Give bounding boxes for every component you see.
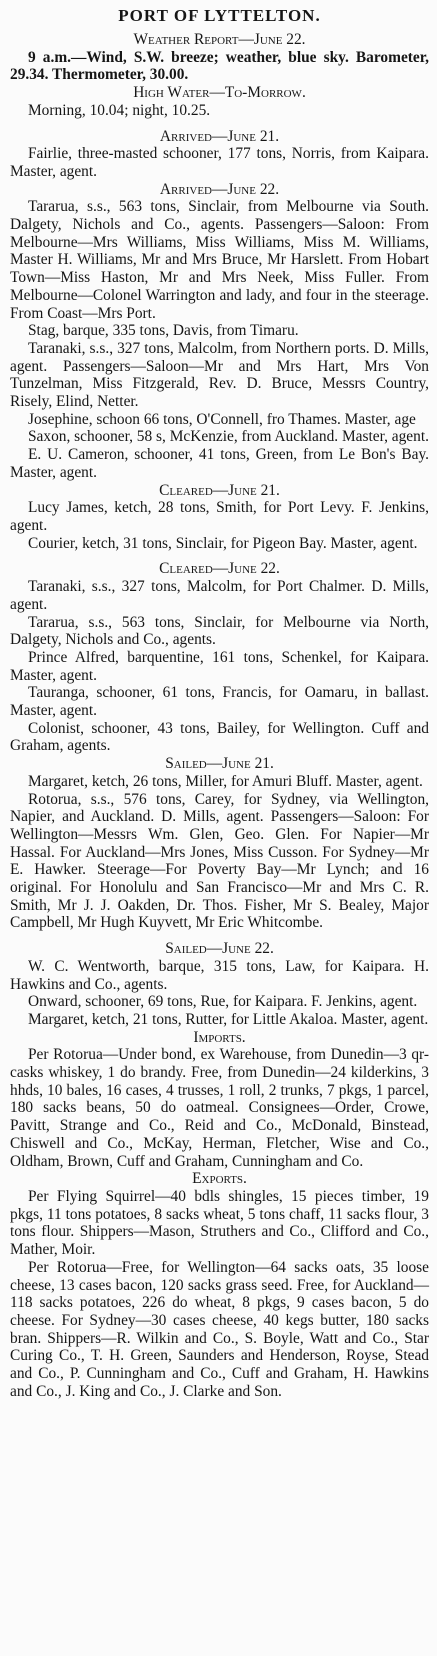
shipping-entry: Taranaki, s.s., 327 tons, Malcolm, from Northern ports. D. Mills, agent. Passengers—Saloon—Mr and Mrs Hart, Mrs Von Tunzelman, Miss Fitzgerald, Rev. D. Bruce, Messrs Country, Risely, Elind, Netter.: [10, 339, 429, 411]
shipping-entry: Saxon, schooner, 58 s, McKenzie, from Auckland. Master, agent.: [28, 428, 429, 446]
cargo-entry: Per Flying Squirrel—40 bdls shingles, 15 pieces timber, 19 pkgs, 11 tons potatoes, 8 sacks wheat, 5 tons chaff, 11 sacks flour, 3 tons flour. Shippers—Mason, Struthers and Co., Clifford and Co., Mather, Moir.: [10, 1188, 429, 1259]
shipping-entry: Margaret, ketch, 21 tons, Rutter, for Little Akaloa. Master, agent.: [28, 1010, 429, 1028]
tide-heading: High Water—To-Morrow.: [133, 84, 306, 102]
shipping-entry: Lucy James, ketch, 28 tons, Smith, for Port Levy. F. Jenkins, agent.: [10, 499, 429, 534]
shipping-entry: Rotorua, s.s., 576 tons, Carey, for Sydney, via Wellington, Napier, and Auckland. D. Mills, agent. Passengers—Saloon: For Wellington—Messrs Wm. Glen, Geo. Glen. For Napier—Mr Hassal. For Auckland—Mrs Jones, Miss Cusson. For Sydney—Mr E. Hawker. Steerage—For Poverty Bay—Mr Lynch; and 16 original. For Honolulu and San Francisco—Mr and Mrs C. R. Smith, Mr J. J. Oakden, Dr. Thos. Fisher, Mr S. Bealey, Major Campbell, Mr Hugh Kuyvett, Mr Eric Whitcombe.: [10, 790, 429, 932]
shipping-entry: W. C. Wentworth, barque, 315 tons, Law, for Kaipara. H. Hawkins and Co., agents.: [10, 957, 429, 993]
shipping-entry: Tararua, s.s., 563 tons, Sinclair, from Melbourne via South. Dalgety, Nichols and Co., agents. Passengers—Saloon: From Melbourne—Mrs Williams, Miss Williams, Miss M. Williams, Master H. Williams, Mr and Mrs Bruce, Mr Harslett. From Hobart Town—Miss Haston, Mr and Mrs Neek, Miss Fuller. From Melbourne—Colonel Warrington and lady, and four in the steerage. From Coast—Mrs Port.: [10, 198, 429, 322]
imports-heading: Imports.: [193, 1028, 246, 1046]
shipping-entry: Fairlie, three-masted schooner, 177 tons, Norris, from Kaipara. Master, agent.: [10, 145, 429, 180]
masthead-title: PORT OF LYTTELTON.: [118, 6, 321, 25]
arrived-june22-heading: Arrived—June 22.: [159, 180, 280, 198]
sailed-june22-heading: Sailed—June 22.: [165, 940, 274, 958]
shipping-entry: Colonist, schooner, 43 tons, Bailey, for Wellington. Cuff and Graham, agents.: [10, 719, 429, 755]
shipping-entry: Tararua, s.s., 563 tons, Sinclair, for Melbourne via North, Dalgety, Nichols and Co., agents.: [10, 613, 429, 649]
sailed-june21-heading: Sailed—June 21.: [165, 755, 274, 773]
tide-text: Morning, 10.04; night, 10.25.: [28, 101, 211, 119]
shipping-entry: Margaret, ketch, 26 tons, Miller, for Amuri Bluff. Master, agent.: [28, 772, 423, 790]
shipping-entry: Courier, ketch, 31 tons, Sinclair, for Pigeon Bay. Master, agent.: [28, 534, 418, 552]
shipping-entry: Onward, schooner, 69 tons, Rue, for Kaipara. F. Jenkins, agent.: [28, 993, 418, 1011]
cargo-entry: Per Rotorua—Under bond, ex Warehouse, from Dunedin—3 qr-casks whiskey, 1 do brandy. Free, from Dunedin—24 kilderkins, 3 hhds, 10 bales, 16 cases, 4 trusses, 1 roll, 2 trunks, 7 pkgs, 1 parcel, 180 sacks beans, 50 do oatmeal. Consignees—Order, Crowe, Pavitt, Strange and Co., Reid and Co., McDonald, Binstead, Chiswell and Co., McKay, Herman, Fletcher, Wise and Co., Oldham, Brown, Cuff and Graham, Cunningham and Co.: [10, 1046, 429, 1170]
shipping-entry: Tauranga, schooner, 61 tons, Francis, for Oamaru, in ballast. Master, agent.: [10, 684, 429, 720]
weather-heading: Weather Report—June 22.: [133, 31, 306, 48]
shipping-entry: Stag, barque, 335 tons, Davis, from Timaru.: [28, 322, 299, 340]
cargo-entry: Per Rotorua—Free, for Wellington—64 sacks oats, 35 loose cheese, 13 cases bacon, 120 sacks grass seed. Free, for Auckland—118 sacks potatoes, 226 do wheat, 8 pkgs, 9 cases bacon, 5 do cheese. For Sydney—30 cases cheese, 40 kegs butter, 180 sacks bran. Shippers—R. Wilkin and Co., S. Boyle, Watt and Co., Star Curing Co., T. H. Green, Saunders and Henderson, Royse, Stead and Co., P. Cunningham and Co., Cuff and Graham, H. Hawkins and Co., J. King and Co., J. Clarke and Son.: [10, 1258, 429, 1400]
arrived-june21-heading: Arrived—June 21.: [159, 127, 280, 145]
exports-heading: Exports.: [192, 1170, 247, 1188]
shipping-entry: Prince Alfred, barquentine, 161 tons, Schenkel, for Kaipara. Master, agent.: [10, 648, 429, 684]
shipping-entry: E. U. Cameron, schooner, 41 tons, Green, from Le Bon's Bay. Master, agent.: [10, 446, 429, 481]
shipping-entry: Taranaki, s.s., 327 tons, Malcolm, for Port Chalmer. D. Mills, agent.: [10, 578, 429, 613]
shipping-entry: Josephine, schoon 66 tons, O'Connell, fro Thames. Master, age: [28, 410, 416, 428]
cleared-june21-heading: Cleared—June 21.: [159, 481, 280, 499]
weather-text: 9 a.m.—Wind, S.W. breeze; weather, blue sky. Barometer, 29.34. Thermometer, 30.00.: [10, 48, 429, 84]
cleared-june22-heading: Cleared—June 22.: [159, 560, 280, 578]
